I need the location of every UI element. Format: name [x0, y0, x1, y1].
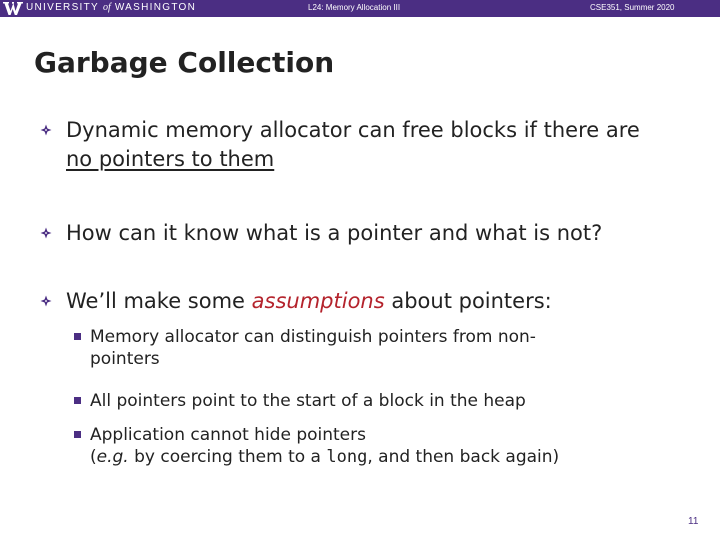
- bullet-text-after: about pointers:: [384, 289, 552, 313]
- bullet-text-line-underlined: no pointers to them: [66, 147, 275, 171]
- sub-bullet-text-end: , and then back again): [367, 447, 560, 467]
- square-bullet-icon: [74, 397, 81, 404]
- header-bar: [0, 0, 720, 17]
- sub-bullet-text-mid: by coercing them to a: [128, 447, 327, 467]
- diamond-bullet-icon: [40, 227, 52, 239]
- eg-italic: e.g.: [96, 447, 129, 467]
- bullet-item: How can it know what is a pointer and what is not?: [66, 221, 603, 245]
- sub-bullet-text-line: Application cannot hide pointers: [90, 425, 366, 445]
- lecture-title: L24: Memory Allocation III: [308, 3, 401, 12]
- diamond-bullet-icon: [40, 295, 52, 307]
- uw-w-logo-icon: [3, 1, 23, 16]
- course-name: CSE351, Summer 2020: [590, 3, 675, 12]
- sub-bullet-text-line: [90, 446, 559, 468]
- bullet-text-before: We’ll make some: [66, 289, 252, 313]
- university-name-prefix: UNIVERSITY: [26, 2, 99, 13]
- bullet-text-line: Dynamic memory allocator can free blocks if there are: [66, 118, 640, 142]
- sub-bullet-text-line: Memory allocator can distinguish pointers from non-: [90, 327, 536, 347]
- code-long: long: [326, 447, 368, 467]
- bullet-item: [66, 287, 552, 316]
- page-number: 11: [688, 516, 699, 527]
- sub-bullet-text-line: pointers: [90, 349, 160, 369]
- university-name-of: of: [102, 2, 111, 13]
- bullet-emphasis: assumptions: [251, 289, 385, 313]
- diamond-bullet-icon: [40, 124, 52, 136]
- square-bullet-icon: [74, 431, 81, 438]
- slide-title: Garbage Collection: [34, 46, 335, 79]
- university-name-suffix: WASHINGTON: [114, 2, 197, 13]
- sub-bullet-item: [90, 326, 536, 370]
- sub-bullet-item: All pointers point to the start of a block in the heap: [90, 391, 526, 411]
- paren-open: (: [90, 447, 97, 467]
- bullet-item: [66, 116, 640, 174]
- square-bullet-icon: [74, 333, 81, 340]
- university-name: [26, 2, 196, 13]
- sub-bullet-item: [90, 424, 559, 468]
